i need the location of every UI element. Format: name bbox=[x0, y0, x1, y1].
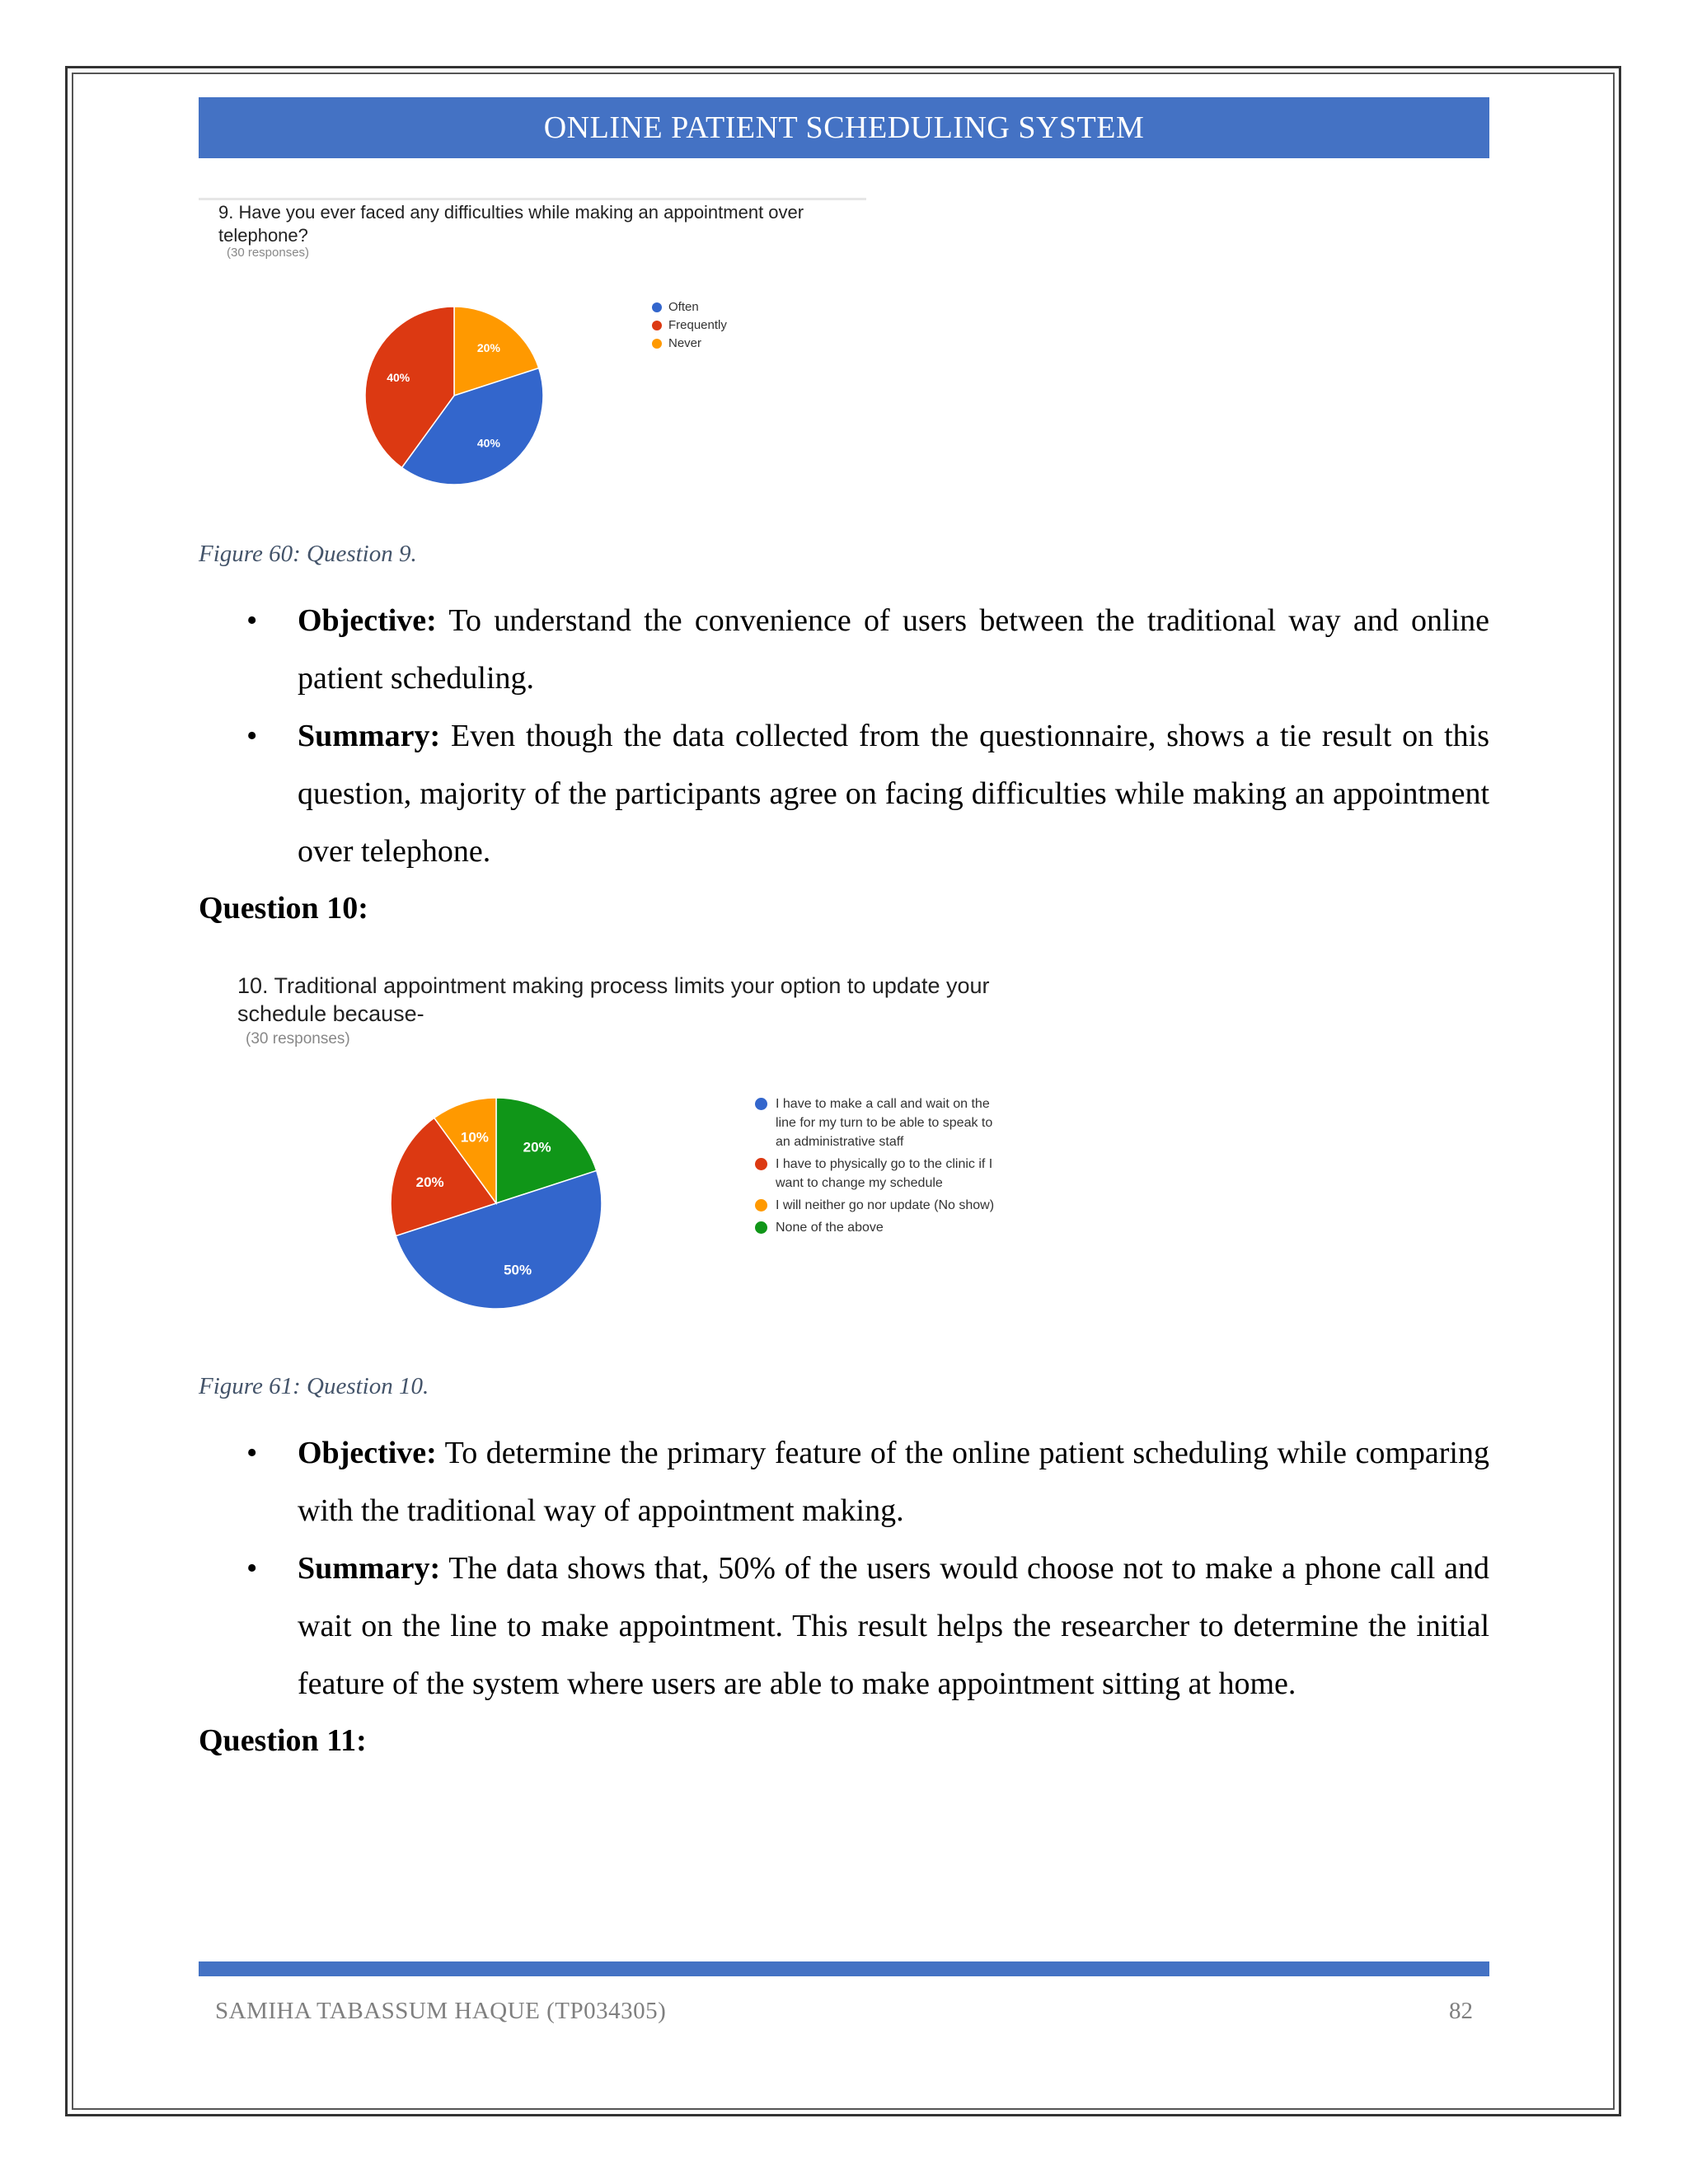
chart-9-title: 9. Have you ever faced any difficulties while making an appointment over telephone? bbox=[218, 202, 804, 246]
objective-10 bbox=[199, 1424, 1489, 1540]
bullet-icon: • bbox=[246, 603, 258, 638]
summary-10 bbox=[199, 1540, 1489, 1713]
chart-10-pie bbox=[379, 1086, 613, 1320]
pie10-label-2: 20% bbox=[415, 1174, 444, 1190]
chart-9-pie bbox=[347, 288, 561, 503]
legend-physical: I have to physically go to the clinic if I want to change my schedule bbox=[776, 1157, 993, 1190]
legend-frequently-swatch bbox=[652, 321, 662, 330]
objective-9-label: Objective: bbox=[298, 603, 437, 638]
footer-bar bbox=[199, 1961, 1489, 1976]
pie9-label-2: 40% bbox=[387, 370, 410, 384]
objective-9-text: To understand the convenience of users between the traditional way and online patient scheduling. bbox=[298, 603, 1489, 696]
pie10-label-3: 10% bbox=[460, 1129, 489, 1146]
pie10-label-0: 20% bbox=[523, 1139, 551, 1155]
summary-10-label: Summary: bbox=[298, 1551, 441, 1586]
legend-never-swatch bbox=[652, 339, 662, 349]
footer-author: SAMIHA TABASSUM HAQUE (TP034305) bbox=[215, 1998, 667, 2024]
question-9-bullets bbox=[199, 592, 1489, 880]
legend-noshow: I will neither go nor update (No show) bbox=[776, 1198, 995, 1212]
legend-call: I have to make a call and wait on the line for my turn to be able to speak to an administrative staff bbox=[776, 1097, 993, 1149]
summary-9-label: Summary: bbox=[298, 719, 441, 753]
figure-61-caption: Figure 61: Question 10. bbox=[199, 1373, 429, 1399]
summary-10-text: The data shows that, 50% of the users would choose not to make a phone call and wait on the line to make appointment. This result helps the researcher to determine the initial feature of the system where users are able to make appointment sitting at home. bbox=[298, 1551, 1489, 1701]
objective-9 bbox=[199, 592, 1489, 707]
header-title: ONLINE PATIENT SCHEDULING SYSTEM bbox=[543, 110, 1145, 145]
legend-noshow-swatch bbox=[755, 1199, 767, 1212]
summary-9 bbox=[199, 707, 1489, 880]
chart-question-10 bbox=[223, 963, 1047, 1335]
page-header bbox=[199, 97, 1489, 158]
legend-frequently: Frequently bbox=[668, 318, 727, 332]
chart-10-legend bbox=[755, 1094, 994, 1237]
objective-10-text: To determine the primary feature of the online patient scheduling while comparing with the traditional way of appointment making. bbox=[298, 1436, 1489, 1528]
chart-10-title: 10. Traditional appointment making process limits your option to update your schedule because- bbox=[237, 973, 990, 1026]
bullet-icon: • bbox=[246, 1551, 258, 1586]
question-10-heading: Question 10: bbox=[199, 891, 368, 926]
question-11-heading: Question 11: bbox=[199, 1723, 367, 1758]
chart-question-9 bbox=[199, 198, 866, 511]
chart-10-responses: (30 responses) bbox=[246, 1030, 350, 1047]
legend-often: Often bbox=[668, 300, 699, 314]
pie10-label-1: 50% bbox=[504, 1262, 532, 1278]
bullet-icon: • bbox=[246, 719, 258, 753]
figure-60-caption: Figure 60: Question 9. bbox=[199, 541, 417, 567]
question-10-bullets bbox=[199, 1424, 1489, 1713]
pie9-label-1: 40% bbox=[476, 436, 500, 450]
pie9-label-0: 20% bbox=[476, 341, 500, 355]
legend-call-swatch bbox=[755, 1098, 767, 1110]
chart-9-legend bbox=[652, 300, 727, 350]
page-number: 82 bbox=[1449, 1998, 1473, 2024]
legend-none: None of the above bbox=[776, 1221, 884, 1235]
legend-often-swatch bbox=[652, 302, 662, 312]
summary-9-text: Even though the data collected from the questionnaire, shows a tie result on this question, majority of the participants agree on facing difficulties while making an appointment over telephone. bbox=[298, 719, 1489, 869]
chart-9-responses: (30 responses) bbox=[227, 246, 310, 260]
bullet-icon: • bbox=[246, 1436, 258, 1470]
legend-never: Never bbox=[668, 336, 702, 350]
legend-none-swatch bbox=[755, 1221, 767, 1234]
objective-10-label: Objective: bbox=[298, 1436, 437, 1470]
legend-physical-swatch bbox=[755, 1158, 767, 1170]
